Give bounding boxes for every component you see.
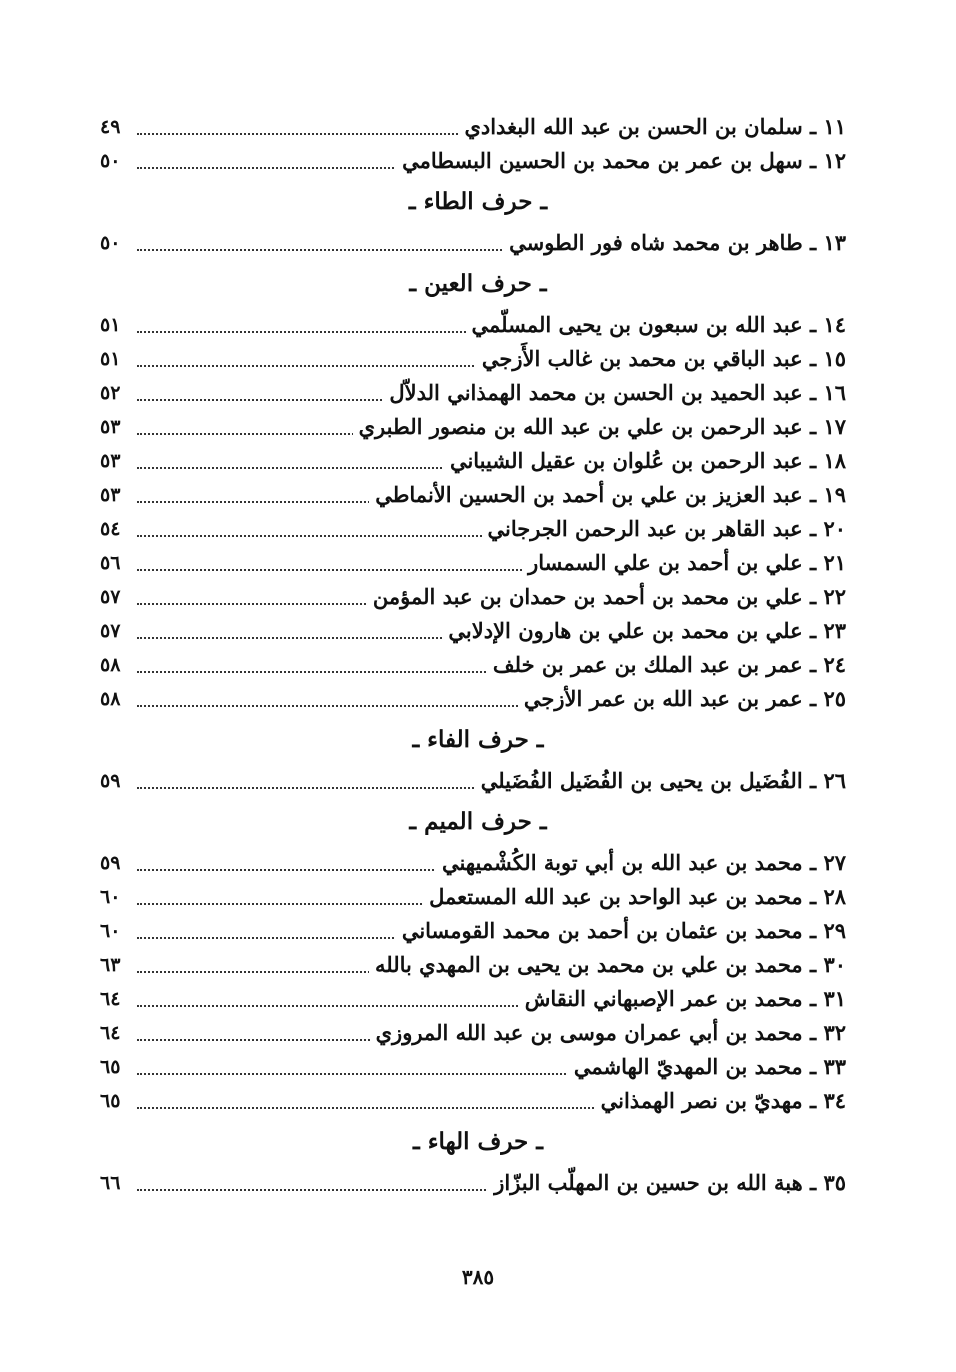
toc-entry-page: ٥٣ [100, 484, 121, 506]
toc-entry-title: ١٨ ـ عبد الرحمن بن عُلوان بن عقيل الشيباني [444, 448, 846, 474]
toc-entry-title: ١٦ ـ عبد الحميد بن الحسن بن محمد الهمذاني الدلاّل [383, 380, 846, 406]
section-heading-label: ـ حرف الهاء ـ [412, 1128, 544, 1155]
toc-entry-page: ٥٠ [100, 232, 121, 254]
toc-entry [0, 914, 956, 948]
toc-entry-title: ١٩ ـ عبد العزيز بن علي بن أحمد بن الحسين الأنماطي [369, 482, 846, 508]
toc-entry-page: ٥٩ [100, 852, 121, 874]
toc-entry-page: ٥٢ [100, 382, 121, 404]
toc-entry [0, 614, 956, 648]
toc-entry-page: ٥٣ [100, 416, 121, 438]
section-heading-label: ـ حرف الميم ـ [409, 808, 547, 835]
toc-entry-title: ٢٦ ـ الفُضَيل بن يحيى بن الفُضَيل الفُضَيلي [475, 768, 846, 794]
toc-entry [0, 444, 956, 478]
toc-entry-page: ٥١ [100, 314, 121, 336]
toc-entry-page: ٦٥ [100, 1090, 121, 1112]
toc-entry [0, 580, 956, 614]
toc-entry-title: ١١ ـ سلمان بن الحسن بن عبد الله البغدادي [458, 114, 846, 140]
toc-entry [0, 982, 956, 1016]
toc-entry [0, 948, 956, 982]
section-heading [0, 1118, 956, 1166]
toc-entry [0, 1050, 956, 1084]
toc-entry-page: ٥٨ [100, 654, 121, 676]
toc-entry-title: ١٢ ـ سهل بن عمر بن محمد بن الحسين البسطامي [396, 148, 846, 174]
section-heading-label: ـ حرف العين ـ [409, 270, 547, 297]
toc-entry-title: ١٤ ـ عبد الله بن سبعون بن يحيى المسلّمي [466, 312, 846, 338]
toc-entry-page: ٥٠ [100, 150, 121, 172]
toc-entry [0, 376, 956, 410]
toc-entry-page: ٦٤ [100, 988, 121, 1010]
section-heading-label: ـ حرف الفاء ـ [412, 726, 544, 753]
toc-entry [0, 144, 956, 178]
toc-entry-page: ٦٦ [100, 1172, 121, 1194]
toc-entry-title: ٣٠ ـ محمد بن علي بن محمد بن يحيى بن المهدي بالله [369, 952, 846, 978]
toc-entry-page: ٥١ [100, 348, 121, 370]
toc-entry-page: ٥٧ [100, 586, 121, 608]
toc-entry-page: ٥٤ [100, 518, 121, 540]
toc-entry [0, 1016, 956, 1050]
section-heading [0, 260, 956, 308]
toc-entry-title: ٣٣ ـ محمد بن المهديّ الهاشمي [568, 1054, 846, 1080]
toc-entry-title: ٢٣ ـ علي بن محمد بن علي بن هارون الإدلابي [442, 618, 846, 644]
toc-entry-page: ٥٦ [100, 552, 121, 574]
section-heading [0, 178, 956, 226]
toc-entry [0, 110, 956, 144]
toc-entry-title: ٣٥ ـ هبة الله بن حسين بن المهلّب البزّاز [488, 1170, 846, 1196]
toc-entry-page: ٥٩ [100, 770, 121, 792]
section-heading [0, 798, 956, 846]
toc-entry-page: ٦٠ [100, 920, 121, 942]
toc-entry [0, 478, 956, 512]
toc-entry-title: ١٧ ـ عبد الرحمن بن علي بن عبد الله بن منصور الطبري [353, 414, 846, 440]
section-heading [0, 716, 956, 764]
section-heading-label: ـ حرف الطاء ـ [408, 188, 548, 215]
toc-entry-title: ١٣ ـ طاهر بن محمد شاه فور الطوسي [503, 230, 846, 256]
toc-entry [0, 308, 956, 342]
toc-entry [0, 846, 956, 880]
toc-entry [0, 546, 956, 580]
toc-entry-title: ٢٧ ـ محمد بن عبد الله بن أبي توبة الكُشْميهني [436, 850, 846, 876]
toc-entry-title: ٢٨ ـ محمد بن عبد الواحد بن عبد الله المستعمل [423, 884, 846, 910]
toc-entry-page: ٥٣ [100, 450, 121, 472]
toc-entry [0, 512, 956, 546]
toc-entry [0, 880, 956, 914]
toc-entry-page: ٦٠ [100, 886, 121, 908]
toc-entry-title: ١٥ ـ عبد الباقي بن محمد بن غالب الأَزجي [476, 346, 846, 372]
toc-entry [0, 1166, 956, 1200]
toc-entry-title: ٣٤ ـ مهديّ بن نصر الهمذاني [595, 1088, 846, 1114]
toc-entry-page: ٥٨ [100, 688, 121, 710]
toc-entry [0, 410, 956, 444]
toc-entry [0, 648, 956, 682]
toc-entry-title: ٢٠ ـ عبد القاهر بن عبد الرحمن الجرجاني [482, 516, 846, 542]
table-of-contents [0, 110, 956, 1200]
toc-entry-title: ٢١ ـ علي بن أحمد بن علي السمسار [522, 550, 846, 576]
toc-entry-title: ٢٥ ـ عمر بن عبد الله بن عمر الأزجي [518, 686, 846, 712]
toc-entry-title: ٣١ ـ محمد بن عمر الإصبهاني النقاش [519, 986, 846, 1012]
toc-entry [0, 682, 956, 716]
toc-entry-page: ٦٣ [100, 954, 121, 976]
toc-entry-title: ٢٤ ـ عمر بن عبد الملك بن عمر بن خلف [487, 652, 846, 678]
toc-entry-page: ٦٤ [100, 1022, 121, 1044]
toc-entry-title: ٣٢ ـ محمد بن أبي عمران موسى بن عبد الله المروزي [370, 1020, 846, 1046]
toc-entry [0, 1084, 956, 1118]
toc-entry [0, 342, 956, 376]
toc-entry-title: ٢٢ ـ علي بن محمد بن أحمد بن حمدان بن عبد المؤمن [367, 584, 846, 610]
toc-entry-title: ٢٩ ـ محمد بن عثمان بن أحمد بن محمد القومساني [396, 918, 846, 944]
toc-entry-page: ٥٧ [100, 620, 121, 642]
toc-entry-page: ٦٥ [100, 1056, 121, 1078]
page-number: ٣٨٥ [461, 1265, 495, 1289]
toc-entry [0, 226, 956, 260]
toc-entry [0, 764, 956, 798]
toc-entry-page: ٤٩ [100, 116, 121, 138]
